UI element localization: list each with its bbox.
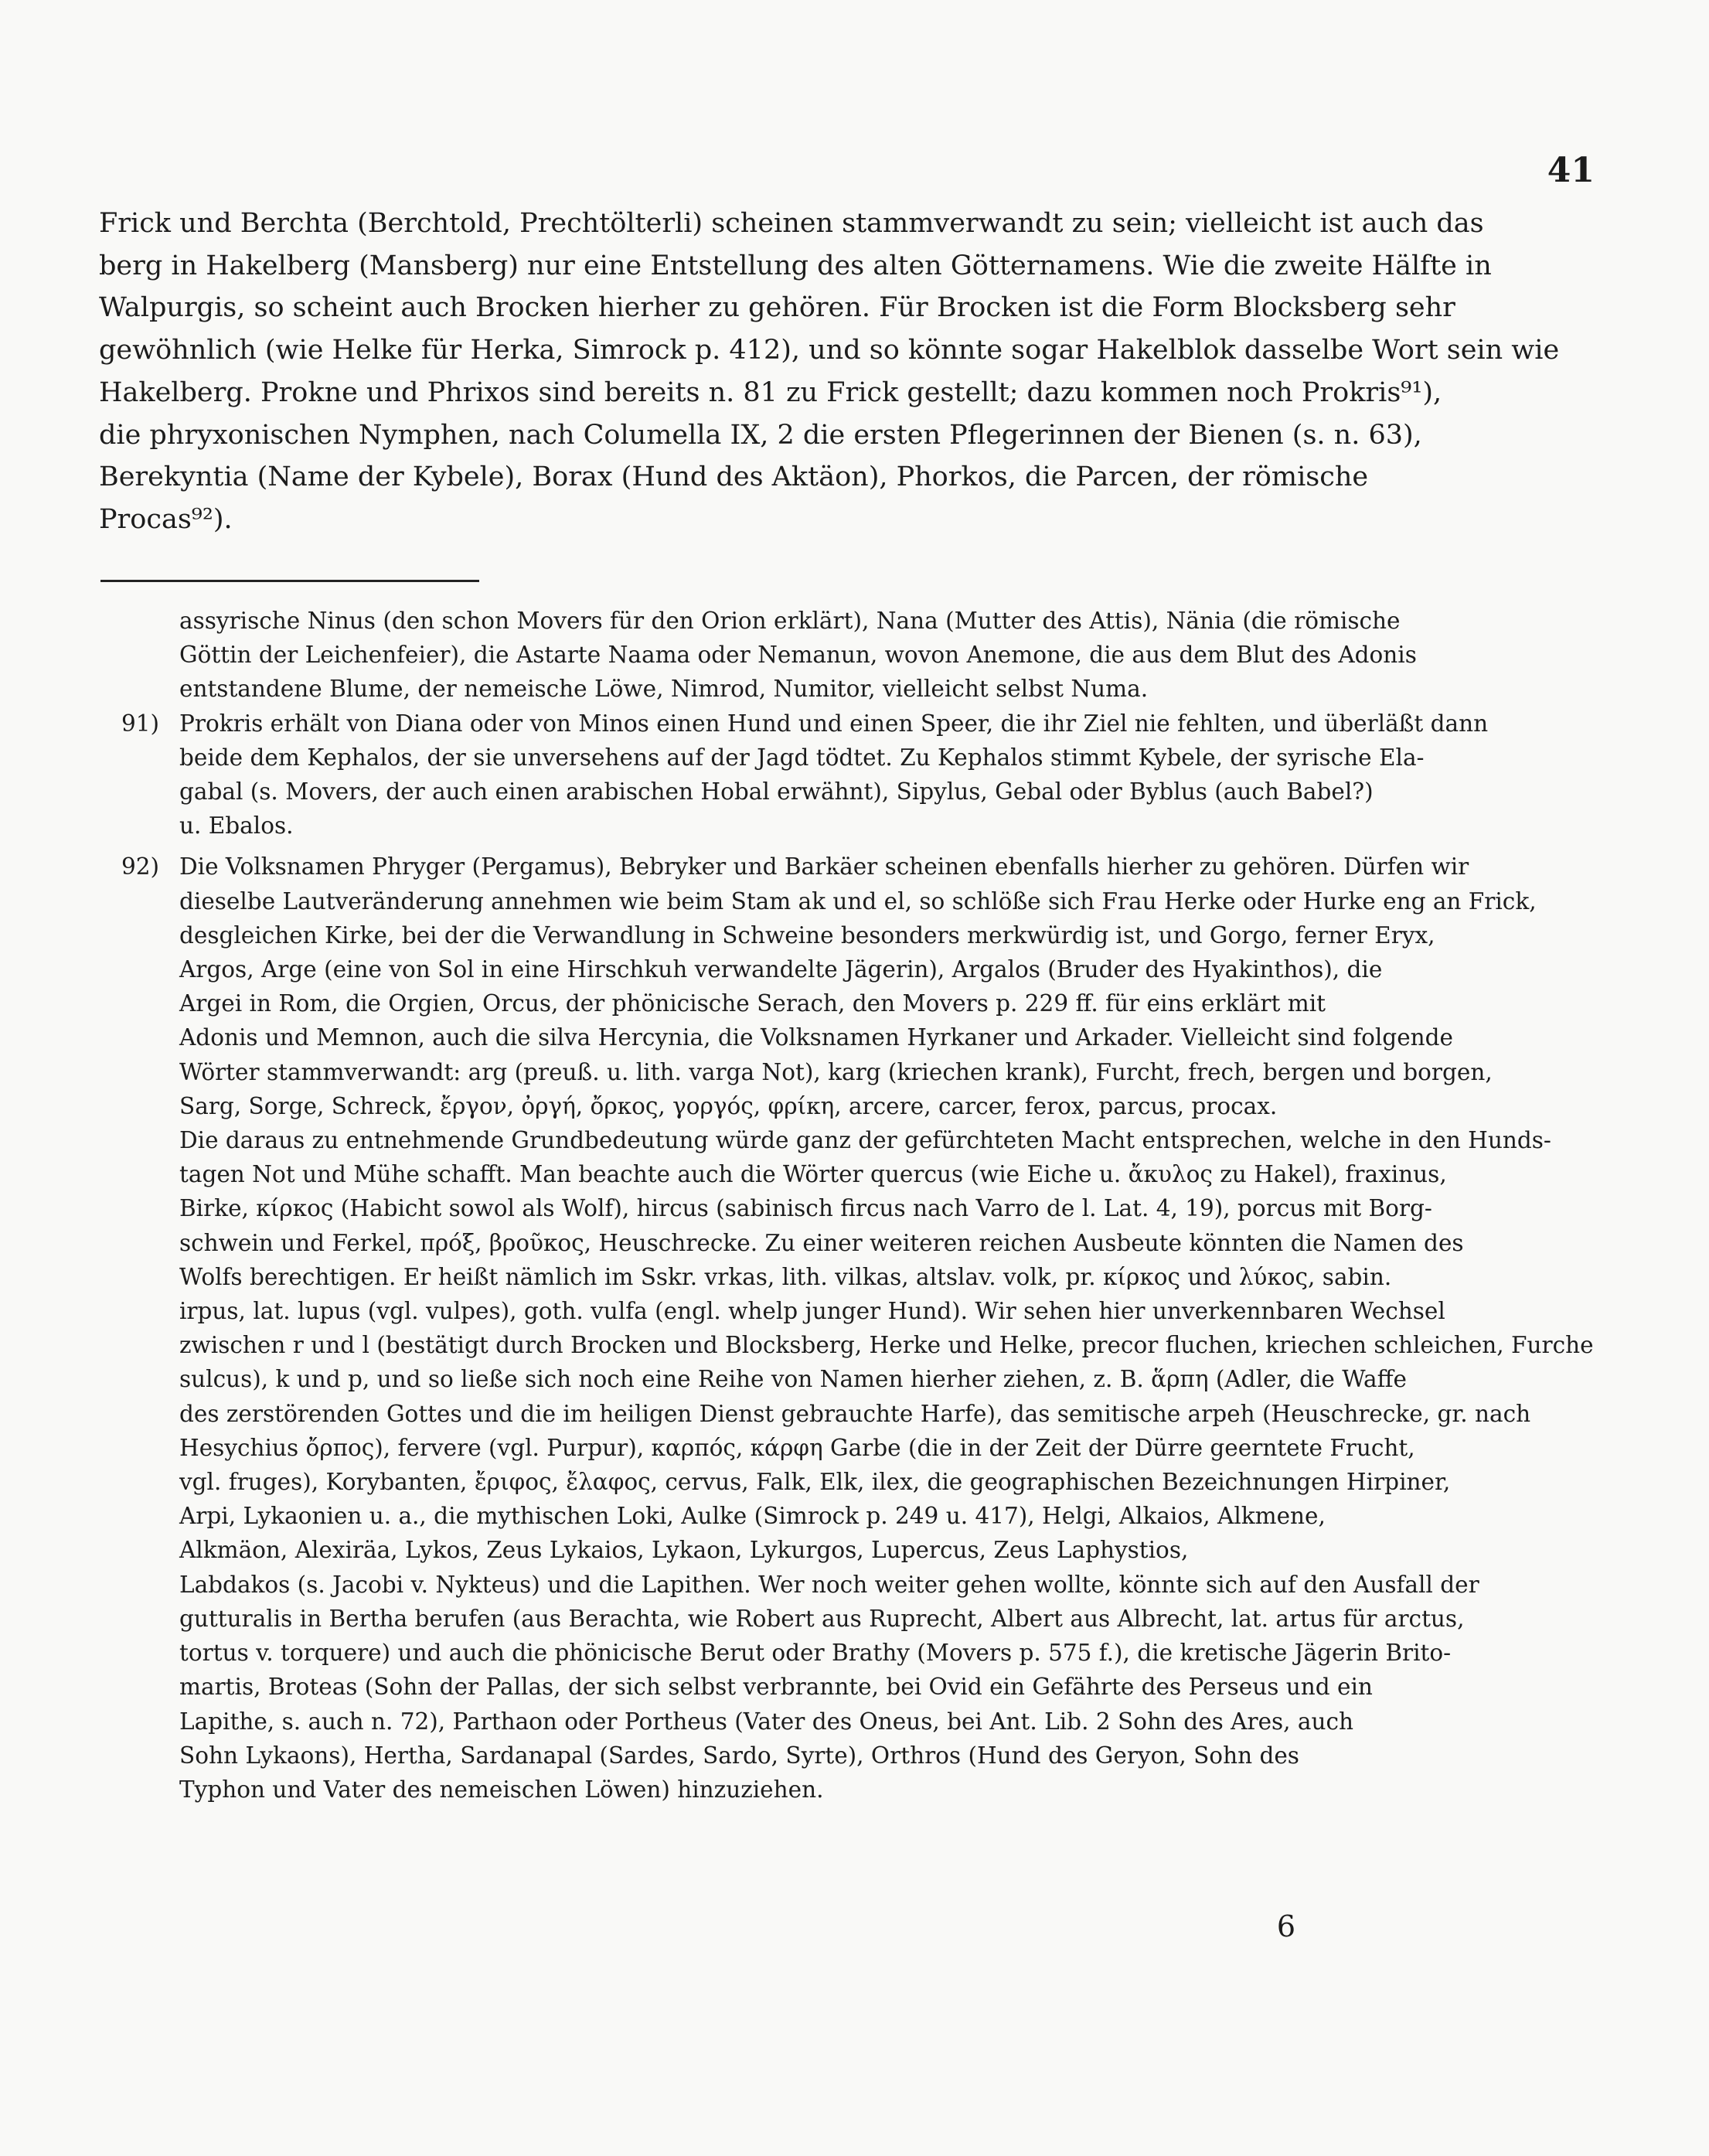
footnote-91 (121, 707, 1602, 843)
footnote-line: gabal (s. Movers, der auch einen arabischen Hobal erwähnt), Sipylus, Gebal oder Byblus (auch Babel?) (179, 778, 1374, 806)
footnote-line: des zerstörenden Gottes und die im heiligen Dienst gebrauchte Harfe), das semitische arpeh (Heuschrecke, gr. nach (179, 1400, 1531, 1427)
main-text-line: berg in Hakelberg (Mansberg) nur eine Entstellung des alten Götternamens. Wie die zweite Hälfte in (99, 250, 1492, 281)
footnote-line: gutturalis in Bertha berufen (aus Berachta, wie Robert aus Ruprecht, Albert aus Albrecht, lat. artus für arctus, (179, 1605, 1465, 1632)
footnote-line: Argei in Rom, die Orgien, Orcus, der phönicische Serach, den Movers p. 229 ff. für eins erklärt mit (179, 990, 1326, 1017)
main-text-line: die phryxonischen Nymphen, nach Columella IX, 2 die ersten Pflegerinnen der Bienen (s. n. 63), (99, 419, 1422, 451)
footnote-line: tortus v. torquere) und auch die phönicische Berut oder Brathy (Movers p. 575 f.), die kretische Jägerin Brito- (179, 1640, 1452, 1667)
footnote-line: Adonis und Memnon, auch die silva Hercynia, die Volksnamen Hyrkaner und Arkader. Vielleicht sind folgende (179, 1024, 1453, 1051)
footnote-line: schwein und Ferkel, πρόξ, βροῦκος, Heuschrecke. Zu einer weiteren reichen Ausbeute könnten die Namen des (179, 1229, 1464, 1256)
footnotes (121, 604, 1602, 1807)
footnote-line: Arpi, Lykaonien u. a., die mythischen Loki, Aulke (Simrock p. 249 u. 417), Helgi, Alkaios, Alkmene, (179, 1503, 1326, 1530)
footnote-line: vgl. fruges), Korybanten, ἔριφος, ἔλαφος, cervus, Falk, Elk, ilex, die geographischen Bezeichnungen Hirpiner, (179, 1469, 1451, 1496)
footnote-separator (100, 580, 479, 582)
main-text-line: Procas⁹²). (99, 503, 233, 535)
footnote-line: desgleichen Kirke, bei der die Verwandlung in Schweine besonders merkwürdig ist, und Gorgo, ferner Eryx, (179, 921, 1435, 949)
footnote-line: Sarg, Sorge, Schreck, ἔργον, ὀργή, ὄρκος, γοργός, φρίκη, arcere, carcer, ferox, parcus, procax. (179, 1092, 1278, 1119)
footnote-line: Sohn Lykaons), Hertha, Sardanapal (Sardes, Sardo, Syrte), Orthros (Hund des Geryon, Sohn des (179, 1742, 1299, 1769)
footnote-line: Lapithe, s. auch n. 72), Parthaon oder Portheus (Vater des Oneus, bei Ant. Lib. 2 Sohn des Ares, auch (179, 1708, 1354, 1735)
footnote-line: sulcus), k und p, und so ließe sich noch eine Reihe von Namen hierher ziehen, z. B. ἅρπη (Adler, die Waffe (179, 1366, 1407, 1393)
footnote-number: 91) (121, 710, 160, 737)
footnote-line: Typhon und Vater des nemeischen Löwen) hinzuziehen. (179, 1776, 824, 1803)
footnote-line: zwischen r und l (bestätigt durch Brocken und Blocksberg, Herke und Helke, precor fluchen, kriechen schleichen, Furche (179, 1332, 1594, 1359)
footnote-line: Wolfs berechtigen. Er heißt nämlich im Sskr. vrkas, lith. vilkas, altslav. volk, pr. κίρκος und λύκος, sabin. (179, 1263, 1392, 1290)
footnote-line: entstandene Blume, der nemeische Löwe, Nimrod, Numitor, vielleicht selbst Numa. (179, 676, 1149, 703)
signature-mark: 6 (1276, 1909, 1295, 1943)
footnote-line: martis, Broteas (Sohn der Pallas, der sich selbst verbrannte, bei Ovid ein Gefährte des Perseus und ein (179, 1674, 1373, 1701)
main-text (99, 203, 1589, 541)
footnote-line: Prokris erhält von Diana oder von Minos einen Hund und einen Speer, die ihr Ziel nie fehlten, und überläßt dann (179, 710, 1489, 737)
footnote-line: Labdakos (s. Jacobi v. Nykteus) und die Lapithen. Wer noch weiter gehen wollte, könnte sich auf den Ausfall der (179, 1571, 1479, 1598)
footnote-number: 92) (121, 853, 160, 880)
footnote-line: assyrische Ninus (den schon Movers für den Orion erklärt), Nana (Mutter des Attis), Nänia (die römische (179, 608, 1401, 634)
footnote-92 (121, 850, 1602, 1807)
footnote-line: Alkmäon, Alexiräa, Lykos, Zeus Lykaios, Lykaon, Lykurgos, Lupercus, Zeus Laphystios, (179, 1537, 1189, 1564)
main-text-line: Berekyntia (Name der Kybele), Borax (Hund des Aktäon), Phorkos, die Parcen, der römische (99, 462, 1369, 493)
footnote-line: Göttin der Leichenfeier), die Astarte Naama oder Nemanun, wovon Anemone, die aus dem Blut des Adonis (179, 642, 1417, 669)
footnote-line: Argos, Arge (eine von Sol in eine Hirschkuh verwandelte Jägerin), Argalos (Bruder des Hyakinthos), die (179, 956, 1383, 983)
footnote-line: Die daraus zu entnehmende Grundbedeutung würde ganz der gefürchteten Macht entsprechen, welche in den Hunds- (179, 1127, 1551, 1154)
footnote-line: tagen Not und Mühe schafft. Man beachte auch die Wörter quercus (wie Eiche u. ἄκυλος zu Hakel), fraxinus, (179, 1161, 1447, 1188)
main-text-line: Hakelberg. Prokne und Phrixos sind bereits n. 81 zu Frick gestellt; dazu kommen noch Prokris⁹¹), (99, 376, 1442, 408)
footnote-line: Die Volksnamen Phryger (Pergamus), Bebryker und Barkäer scheinen ebenfalls hierher zu gehören. Dürfen wir (179, 853, 1469, 880)
footnote-line: beide dem Kephalos, der sie unversehens auf der Jagd tödtet. Zu Kephalos stimmt Kybele, der syrische Ela- (179, 744, 1425, 771)
footnote-line: irpus, lat. lupus (vgl. vulpes), goth. vulfa (engl. whelp junger Hund). Wir sehen hier unverkennbaren Wechsel (179, 1298, 1445, 1325)
footnote-line: dieselbe Lautveränderung annehmen wie beim Stam ak und el, so schlöße sich Frau Herke oder Hurke eng an Frick, (179, 887, 1537, 915)
main-text-line: Walpurgis, so scheint auch Brocken hierher zu gehören. Für Brocken ist die Form Blocksberg sehr (99, 292, 1455, 324)
main-text-line: gewöhnlich (wie Helke für Herka, Simrock p. 412), und so könnte sogar Hakelblok dasselbe Wort sein wie (99, 335, 1560, 366)
page-number: 41 (1547, 151, 1595, 190)
footnote-line: u. Ebalos. (179, 812, 294, 840)
footnote-line: Birke, κίρκος (Habicht sowol als Wolf), hircus (sabinisch fircus nach Varro de l. Lat. 4, 19), porcus mit Borg- (179, 1195, 1432, 1222)
footnote-line: Wörter stammverwandt: arg (preuß. u. lith. varga Not), karg (kriechen krank), Furcht, frech, bergen und borgen, (179, 1058, 1493, 1085)
main-text-line: Frick und Berchta (Berchtold, Prechtölterli) scheinen stammverwandt zu sein; vielleicht ist auch das (99, 208, 1484, 239)
footnote-line: Hesychius ὄρπος), fervere (vgl. Purpur), καρπός, κάρφη Garbe (die in der Zeit der Dürre geerntete Frucht, (179, 1434, 1415, 1461)
footnote-continuation (121, 604, 1602, 707)
